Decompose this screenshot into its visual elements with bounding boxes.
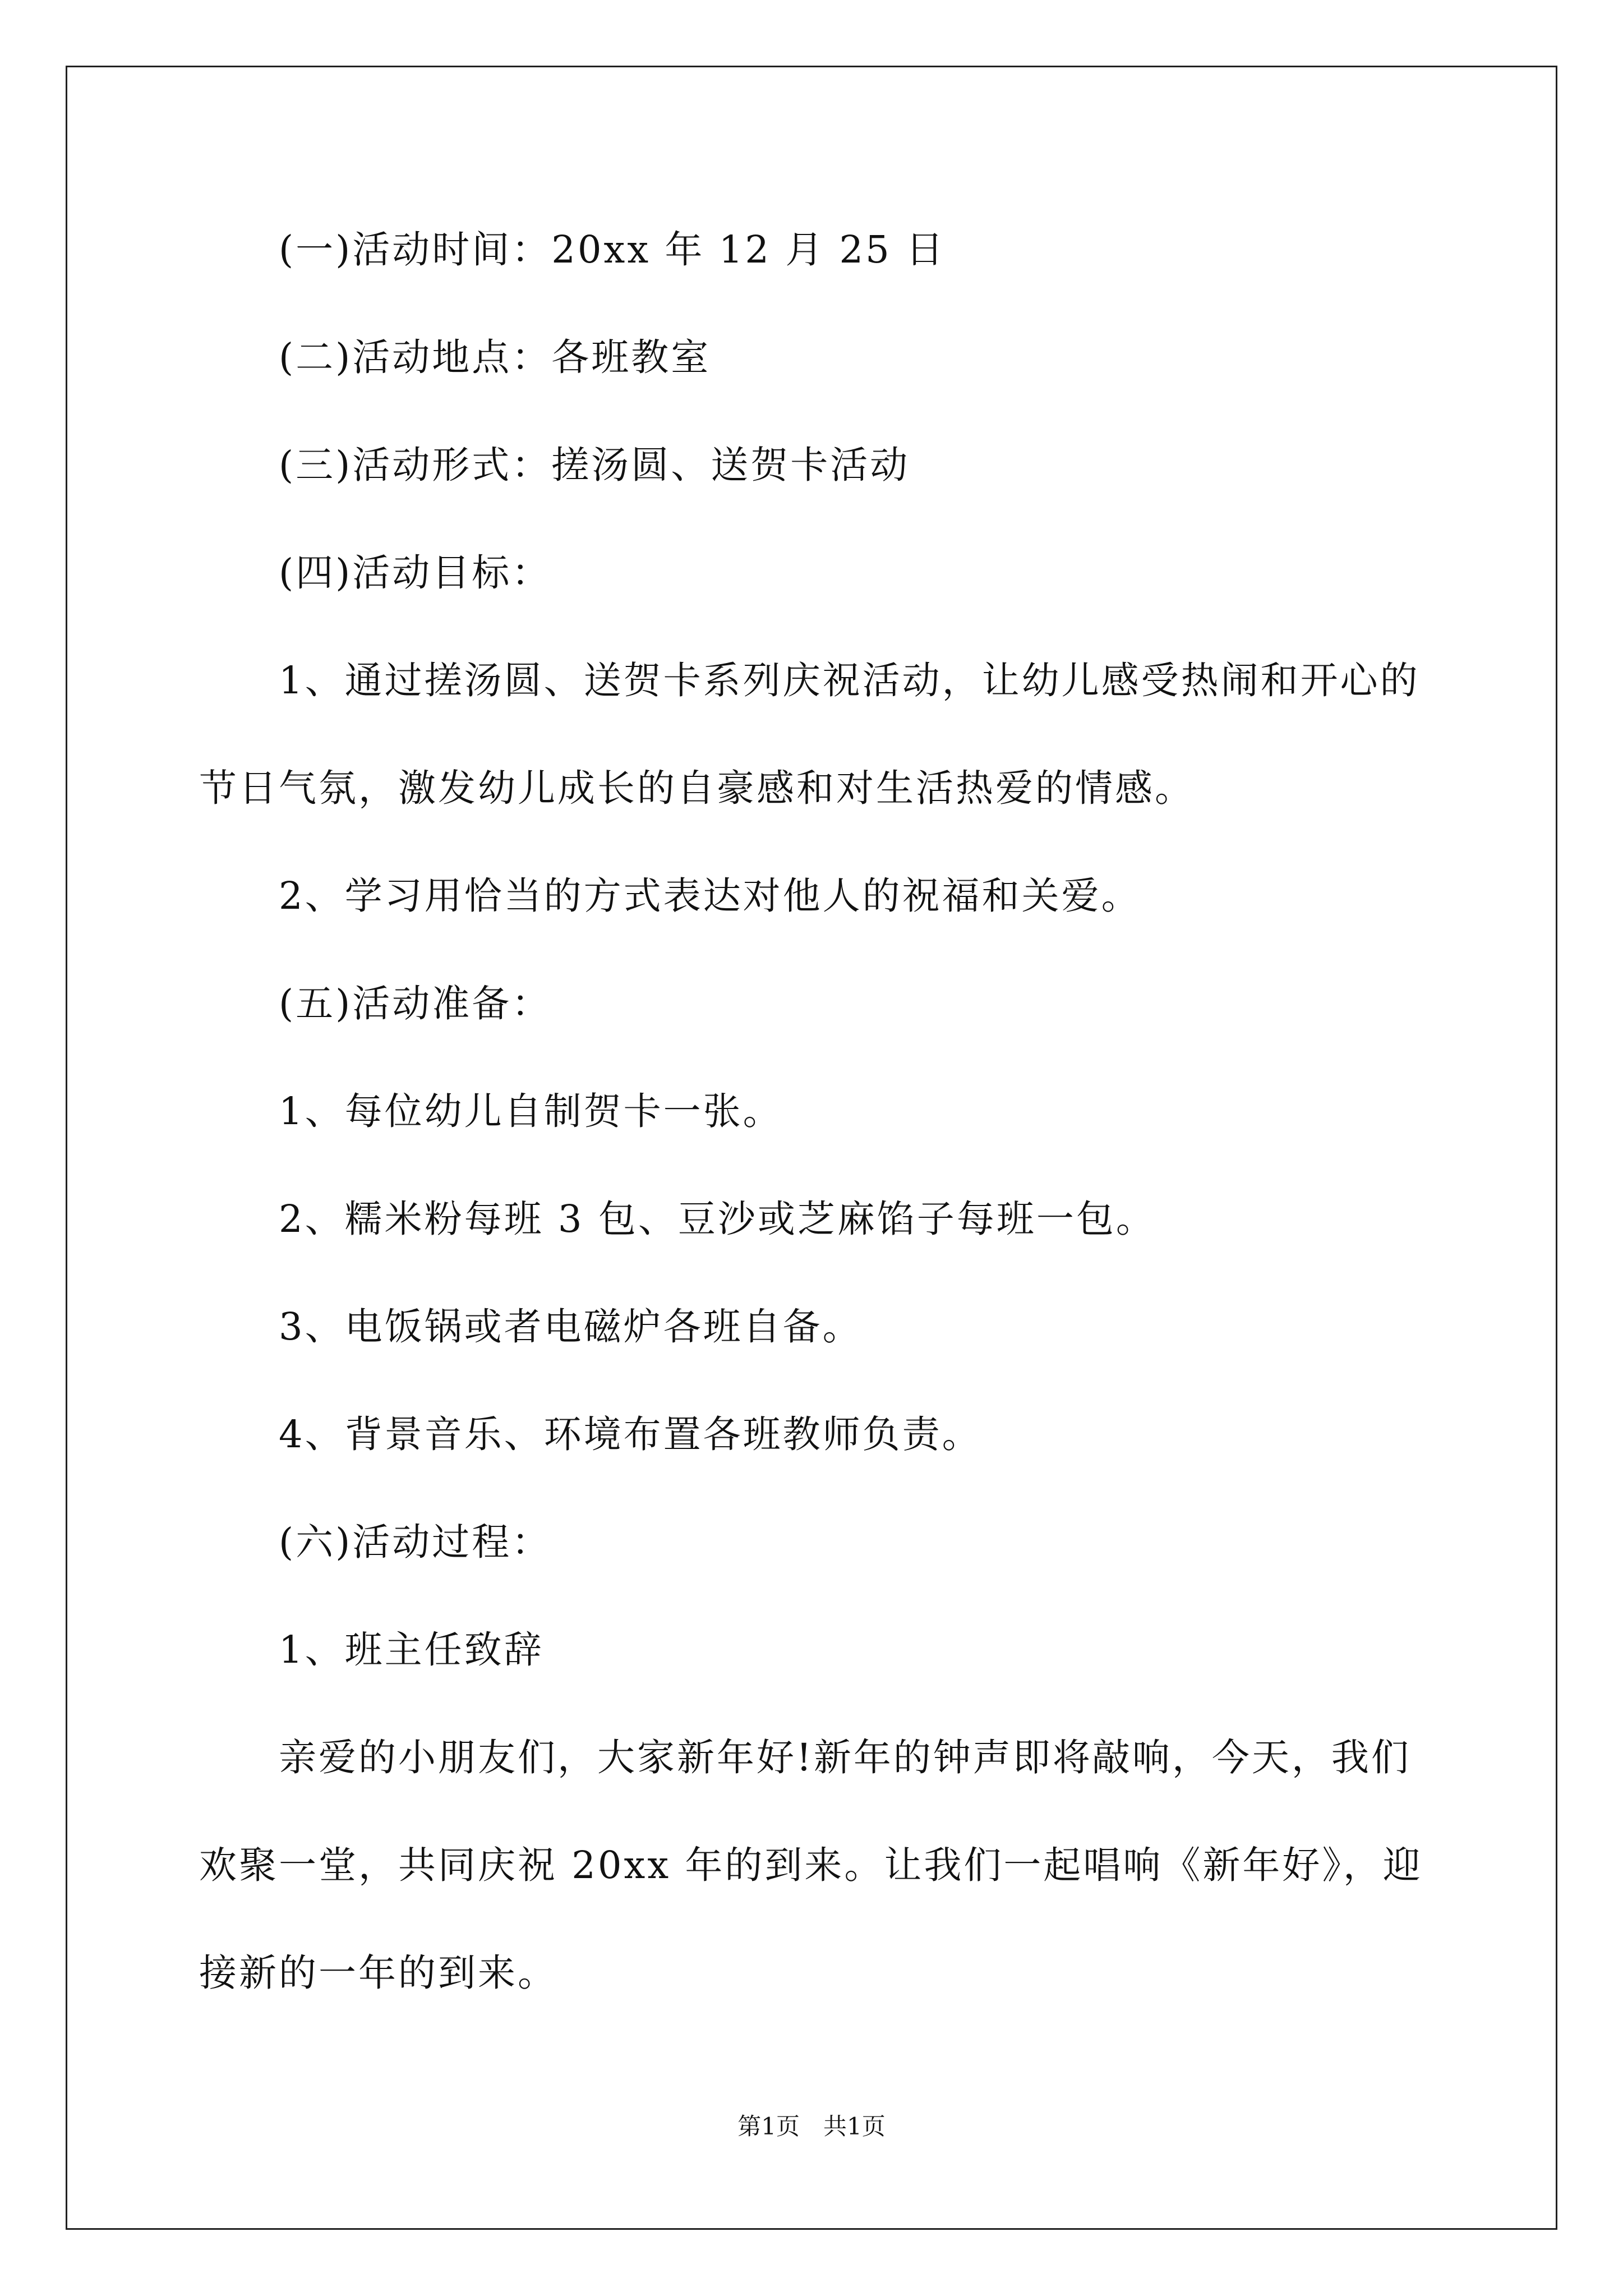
preparation-item-3: 3、电饭锅或者电磁炉各班自备。 bbox=[279, 1305, 863, 1349]
goal-1-line-1: 1、通过搓汤圆、送贺卡系列庆祝活动，让幼儿感受热闹和开心的 bbox=[279, 659, 1420, 702]
speech-line-1: 亲爱的小朋友们，大家新年好!新年的钟声即将敲响，今天，我们 bbox=[279, 1736, 1411, 1779]
activity-format-line: (三)活动形式：搓汤圆、送贺卡活动 bbox=[279, 443, 910, 487]
process-step-1: 1、班主任致辞 bbox=[279, 1628, 544, 1672]
preparation-heading: (五)活动准备： bbox=[279, 982, 552, 1025]
activity-time-line: (一)活动时间：20xx 年 12 月 25 日 bbox=[279, 228, 946, 272]
goal-2-line: 2、学习用恰当的方式表达对他人的祝福和关爱。 bbox=[279, 874, 1141, 918]
goal-1-line-2: 节日气氛，激发幼儿成长的自豪感和对生活热爱的情感。 bbox=[199, 766, 1195, 810]
preparation-item-1: 1、每位幼儿自制贺卡一张。 bbox=[279, 1089, 783, 1133]
preparation-item-2: 2、糯米粉每班 3 包、豆沙或芝麻馅子每班一包。 bbox=[279, 1197, 1156, 1241]
page-border bbox=[66, 66, 1557, 2230]
activity-location-line: (二)活动地点：各班教室 bbox=[279, 335, 711, 379]
speech-line-2: 欢聚一堂，共同庆祝 20xx 年的到来。让我们一起唱响《新年好》，迎 bbox=[199, 1843, 1423, 1887]
activity-goals-heading: (四)活动目标： bbox=[279, 551, 552, 595]
page-number-footer: 第1页 共1页 bbox=[737, 2113, 886, 2140]
speech-line-3: 接新的一年的到来。 bbox=[199, 1951, 557, 1995]
process-heading: (六)活动过程： bbox=[279, 1520, 552, 1564]
preparation-item-4: 4、背景音乐、环境布置各班教师负责。 bbox=[279, 1412, 982, 1456]
